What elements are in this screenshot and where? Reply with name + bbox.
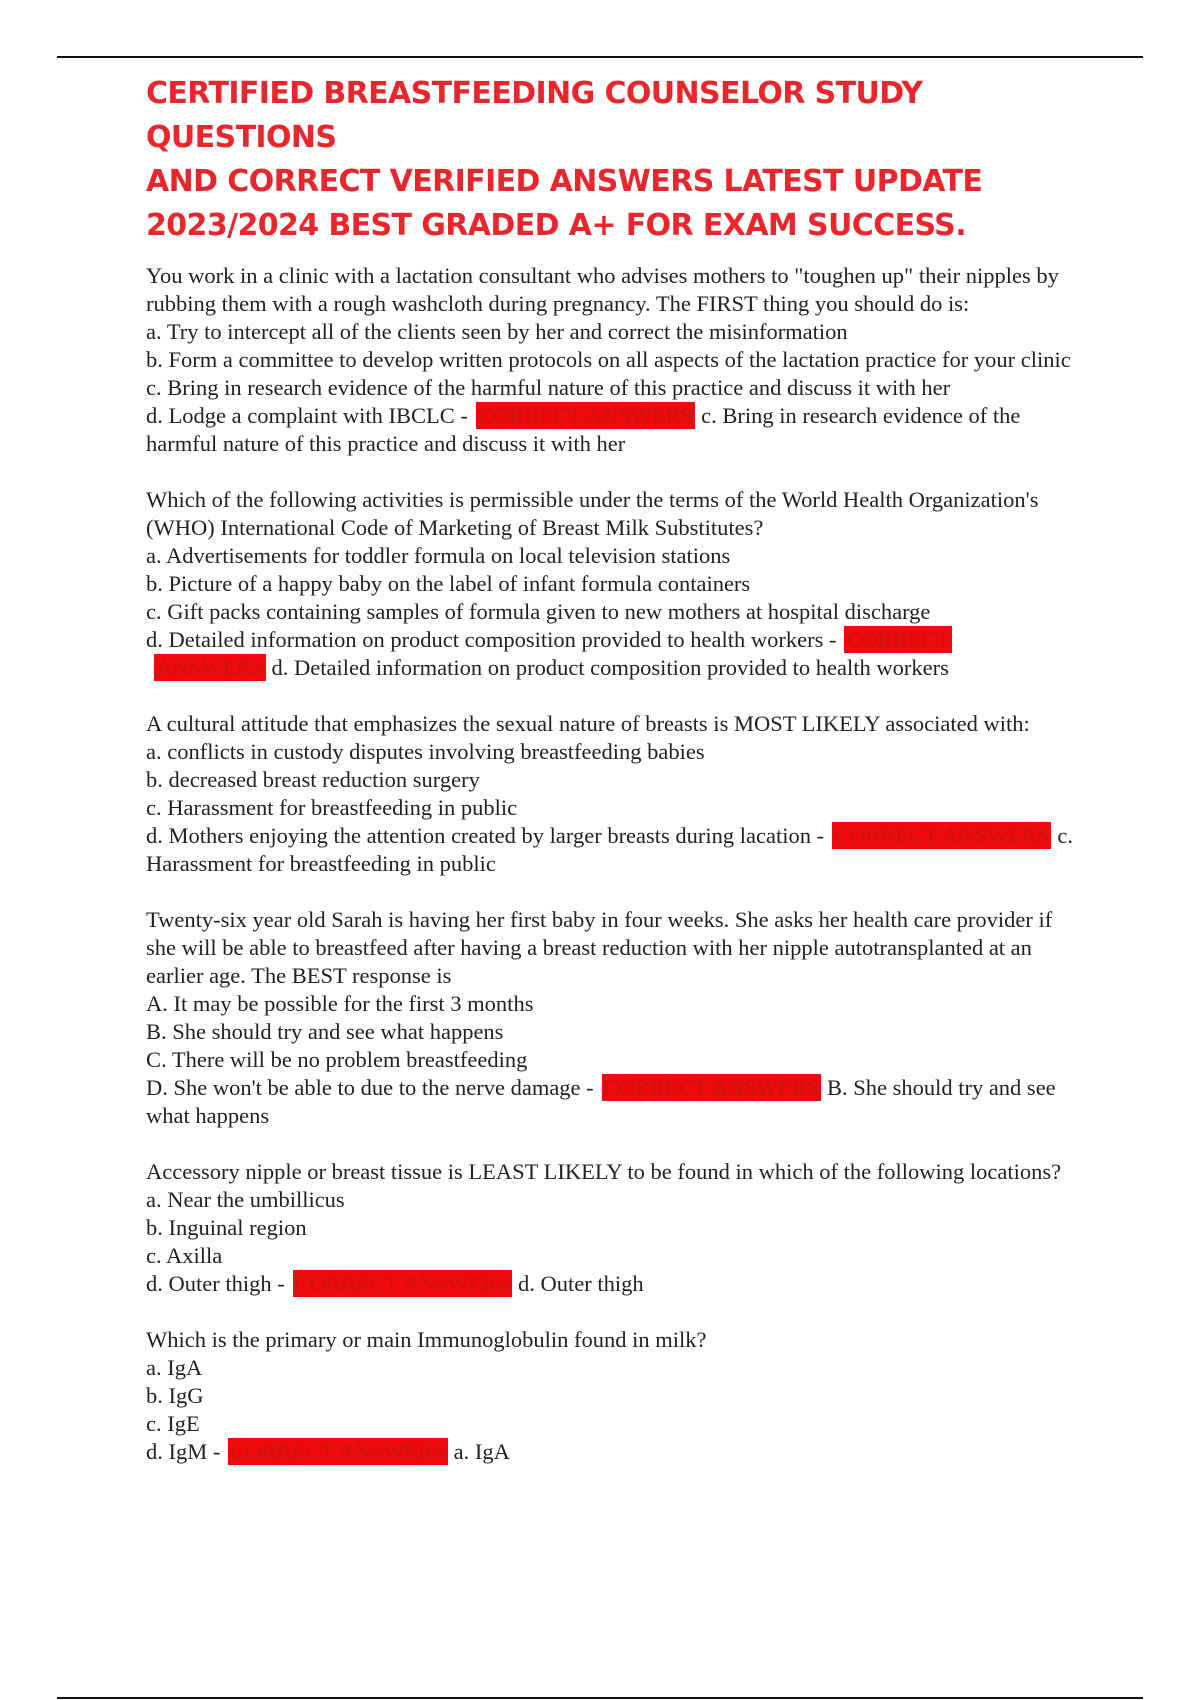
question-5 bbox=[146, 1158, 1076, 1298]
option-a: a. conflicts in custody disputes involving breastfeeding babies bbox=[146, 739, 705, 764]
correct-answers-badge: CORRECT ANSWERS bbox=[230, 1439, 446, 1464]
option-d: d. IgM - bbox=[146, 1439, 221, 1464]
document-title: CERTIFIED BREASTFEEDING COUNSELOR STUDY QUESTIONS AND CORRECT VERIFIED ANSWERS LATEST UPDATE 2023/2024 BEST GRADED A+ FOR EXAM SUCCESS. bbox=[146, 76, 983, 243]
question-6 bbox=[146, 1326, 1076, 1466]
document-content bbox=[146, 72, 1076, 1494]
option-d: d. Lodge a complaint with IBCLC - bbox=[146, 403, 468, 428]
option-b: b. IgG bbox=[146, 1383, 204, 1408]
last-option-line bbox=[146, 1438, 1076, 1466]
last-option-line bbox=[146, 1270, 1076, 1298]
option-c: c. IgE bbox=[146, 1411, 200, 1436]
question-1 bbox=[146, 262, 1076, 458]
last-option-line bbox=[146, 626, 1076, 682]
question-4 bbox=[146, 906, 1076, 1130]
correct-answers-badge: CORRECT ANSWERS bbox=[294, 1271, 510, 1296]
option-b: b. Inguinal region bbox=[146, 1215, 307, 1240]
option-b: b. Picture of a happy baby on the label of infant formula containers bbox=[146, 571, 751, 596]
question-stem: Which is the primary or main Immunoglobulin found in milk? bbox=[146, 1327, 707, 1352]
option-a: a. Try to intercept all of the clients seen by her and correct the misinformation bbox=[146, 319, 848, 344]
correct-answer-text: c. Harassment for breastfeeding in public bbox=[146, 823, 1074, 876]
last-option-line bbox=[146, 402, 1076, 458]
correct-answers-badge: CORRECT ANSWERS bbox=[603, 1075, 819, 1100]
question-3 bbox=[146, 710, 1076, 878]
option-d: D. She won't be able to due to the nerve damage - bbox=[146, 1075, 594, 1100]
question-stem: Which of the following activities is permissible under the terms of the World Health Organization's (WHO) International Code of Marketing of Breast Milk Substitutes? bbox=[146, 487, 1039, 540]
question-stem: A cultural attitude that emphasizes the sexual nature of breasts is MOST LIKELY associated with: bbox=[146, 711, 1030, 736]
correct-answers-badge: CORRECT ANSWERS bbox=[834, 823, 1050, 848]
option-d: d. Detailed information on product composition provided to health workers - bbox=[146, 627, 837, 652]
option-d: d. Mothers enjoying the attention created by larger breasts during lacation - bbox=[146, 823, 825, 848]
option-c: c. Bring in research evidence of the harmful nature of this practice and discuss it with her bbox=[146, 375, 951, 400]
correct-answer-text: d. Detailed information on product composition provided to health workers bbox=[271, 655, 949, 680]
correct-answer-text: c. Bring in research evidence of the harmful nature of this practice and discuss it with her bbox=[146, 403, 1021, 456]
option-c: c. Axilla bbox=[146, 1243, 223, 1268]
option-c: c. Harassment for breastfeeding in public bbox=[146, 795, 518, 820]
last-option-line bbox=[146, 1074, 1076, 1130]
option-b: b. Form a committee to develop written protocols on all aspects of the lactation practice for your clinic bbox=[146, 347, 1071, 372]
question-stem: Accessory nipple or breast tissue is LEAST LIKELY to be found in which of the following locations? bbox=[146, 1159, 1062, 1184]
top-rule bbox=[57, 56, 1143, 58]
option-b: B. She should try and see what happens bbox=[146, 1019, 504, 1044]
option-c: c. Gift packs containing samples of formula given to new mothers at hospital discharge bbox=[146, 599, 931, 624]
option-a: a. Near the umbillicus bbox=[146, 1187, 345, 1212]
last-option-line bbox=[146, 822, 1076, 878]
option-a: A. It may be possible for the first 3 months bbox=[146, 991, 534, 1016]
option-a: a. IgA bbox=[146, 1355, 203, 1380]
question-2 bbox=[146, 486, 1076, 682]
correct-answers-badge: CORRECT ANSWERS bbox=[477, 403, 694, 428]
correct-answer-text: B. She should try and see what happens bbox=[146, 1075, 1056, 1128]
correct-answer-text: a. IgA bbox=[453, 1439, 510, 1464]
option-d: d. Outer thigh - bbox=[146, 1271, 285, 1296]
question-list bbox=[146, 262, 1076, 1466]
option-a: a. Advertisements for toddler formula on local television stations bbox=[146, 543, 731, 568]
correct-answer-text: d. Outer thigh bbox=[518, 1271, 644, 1296]
question-stem: Twenty-six year old Sarah is having her first baby in four weeks. She asks her health care provider if she will be able to breastfeed after having a breast reduction with her nipple autotransplanted at an earlier age. The BEST response is bbox=[146, 907, 1053, 988]
option-c: C. There will be no problem breastfeeding bbox=[146, 1047, 528, 1072]
bottom-rule bbox=[57, 1697, 1143, 1699]
correct-answers-badge: CORRECT ANSWERS bbox=[156, 627, 951, 680]
option-b: b. decreased breast reduction surgery bbox=[146, 767, 480, 792]
question-stem: You work in a clinic with a lactation consultant who advises mothers to "toughen up" their nipples by rubbing them with a rough washcloth during pregnancy. The FIRST thing you should do is: bbox=[146, 263, 1059, 316]
